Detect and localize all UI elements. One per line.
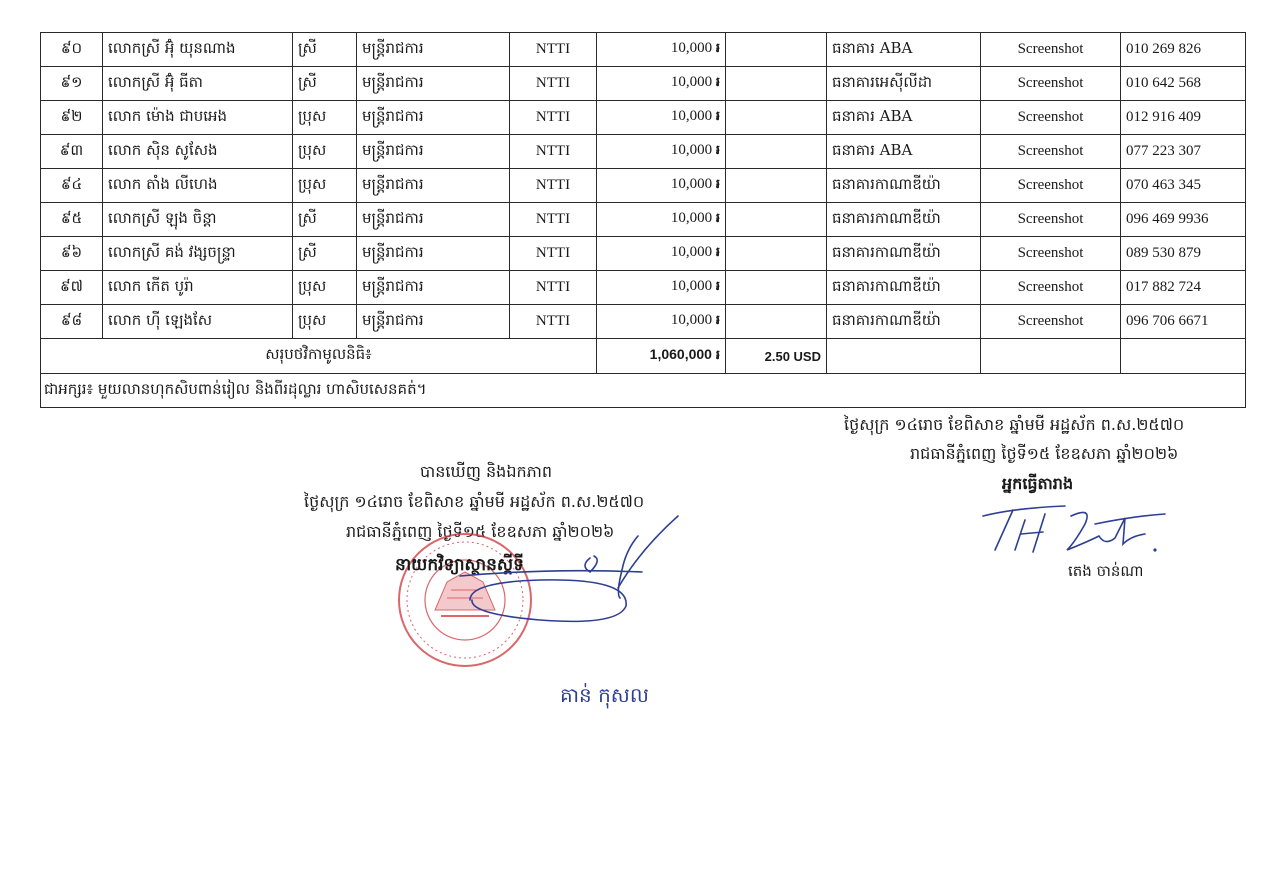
contributor-position: មន្ត្រីរាជការ — [357, 305, 510, 339]
total-row — [41, 339, 1246, 374]
contribution-usd — [726, 67, 827, 101]
table-row — [41, 67, 1246, 101]
director-name: គាន់ កុសល — [560, 683, 649, 707]
row-number: ៩៥ — [41, 203, 103, 237]
contributor-name: លោក កើត បូរ៉ា — [103, 271, 293, 305]
contributor-institution: NTTI — [510, 237, 597, 271]
total-usd: 2.50 USD — [726, 339, 827, 374]
row-number: ៩៤ — [41, 169, 103, 203]
total-label: សរុបថវិកាមូលនិធិ៖ — [41, 339, 597, 374]
payment-proof: Screenshot — [981, 135, 1121, 169]
contributor-position: មន្ត្រីរាជការ — [357, 237, 510, 271]
contributor-gender: ប្រុស — [293, 101, 357, 135]
payment-bank: ធនាគារកាណាឌីយ៉ា — [827, 305, 981, 339]
payment-proof: Screenshot — [981, 101, 1121, 135]
row-number: ៩២ — [41, 101, 103, 135]
contributor-gender: ប្រុស — [293, 135, 357, 169]
contributor-phone: 070 463 345 — [1121, 169, 1246, 203]
payment-proof: Screenshot — [981, 169, 1121, 203]
contributor-phone: 096 469 9936 — [1121, 203, 1246, 237]
director-signature-icon — [430, 510, 690, 635]
amount-in-words-row — [41, 374, 1246, 408]
contributor-institution: NTTI — [510, 271, 597, 305]
contributor-position: មន្ត្រីរាជការ — [357, 135, 510, 169]
contributor-gender: ស្រី — [293, 237, 357, 271]
row-number: ៩៣ — [41, 135, 103, 169]
contributor-gender: ស្រី — [293, 33, 357, 67]
payment-proof: Screenshot — [981, 237, 1121, 271]
row-number: ៩៨ — [41, 305, 103, 339]
approval-label: បានឃើញ និងឯកភាព — [420, 462, 553, 481]
payment-bank: ធនាគារកាណាឌីយ៉ា — [827, 271, 981, 305]
payment-proof: Screenshot — [981, 33, 1121, 67]
total-amount: 1,060,000 ៛ — [597, 339, 726, 374]
contribution-amount: 10,000 ៛ — [597, 169, 726, 203]
table-row — [41, 135, 1246, 169]
preparer-name: តេង ចាន់ណា — [1068, 562, 1144, 580]
contributor-gender: ស្រី — [293, 67, 357, 101]
payment-bank: ធនាគារ ABA — [827, 33, 981, 67]
contribution-usd — [726, 33, 827, 67]
payment-proof: Screenshot — [981, 271, 1121, 305]
table-body — [41, 33, 1246, 339]
contributor-name: លោកស្រី អ៊ុំ យុនណាង — [103, 33, 293, 67]
preparer-solar-date: រាជធានីភ្នំពេញ ថ្ងៃទី១៥ ខែឧសភា ឆ្នាំ២០២៦ — [910, 444, 1179, 463]
payment-bank: ធនាគារ ABA — [827, 101, 981, 135]
total-empty-cell — [981, 339, 1121, 374]
contributor-institution: NTTI — [510, 101, 597, 135]
table-row — [41, 237, 1246, 271]
row-number: ៩៧ — [41, 271, 103, 305]
contributor-gender: ប្រុស — [293, 169, 357, 203]
contributor-institution: NTTI — [510, 203, 597, 237]
contribution-amount: 10,000 ៛ — [597, 203, 726, 237]
contribution-amount: 10,000 ៛ — [597, 33, 726, 67]
payment-proof: Screenshot — [981, 305, 1121, 339]
contributor-institution: NTTI — [510, 135, 597, 169]
table-row — [41, 305, 1246, 339]
preparer-signature-icon — [975, 494, 1175, 564]
contributor-phone: 010 642 568 — [1121, 67, 1246, 101]
contributor-institution: NTTI — [510, 67, 597, 101]
contributor-gender: ស្រី — [293, 203, 357, 237]
contributor-position: មន្ត្រីរាជការ — [357, 169, 510, 203]
contributor-name: លោកស្រី គង់ វង្សចន្ទ្រា — [103, 237, 293, 271]
contribution-usd — [726, 203, 827, 237]
table-row — [41, 33, 1246, 67]
payment-proof: Screenshot — [981, 203, 1121, 237]
contribution-amount: 10,000 ៛ — [597, 67, 726, 101]
contribution-table — [40, 32, 1246, 408]
contributor-name: លោក ស៊ិន សូសែង — [103, 135, 293, 169]
payment-bank: ធនាគារកាណាឌីយ៉ា — [827, 203, 981, 237]
payment-bank: ធនាគារកាណាឌីយ៉ា — [827, 169, 981, 203]
contributor-name: លោកស្រី ឡុង ចិន្តា — [103, 203, 293, 237]
contribution-amount: 10,000 ៛ — [597, 237, 726, 271]
contributor-institution: NTTI — [510, 169, 597, 203]
contributor-phone: 089 530 879 — [1121, 237, 1246, 271]
total-empty-cell — [1121, 339, 1246, 374]
contributor-phone: 017 882 724 — [1121, 271, 1246, 305]
contribution-usd — [726, 101, 827, 135]
approval-lunar-date: ថ្ងៃសុក្រ ១៤រោច ខែពិសាខ ឆ្នាំមមី អដ្ឋស័ក ព.ស.២៥៧០ — [304, 492, 645, 511]
contributor-position: មន្ត្រីរាជការ — [357, 67, 510, 101]
preparer-lunar-date: ថ្ងៃសុក្រ ១៤រោច ខែពិសាខ ឆ្នាំមមី អដ្ឋស័ក ព.ស.២៥៧០ — [844, 415, 1185, 434]
contributor-institution: NTTI — [510, 33, 597, 67]
director-title: នាយកវិទ្យាស្ថានស្តីទី — [395, 555, 524, 575]
approval-solar-date: រាជធានីភ្នំពេញ ថ្ងៃទី១៥ ខែឧសភា ឆ្នាំ២០២៦ — [346, 522, 615, 541]
payment-proof: Screenshot — [981, 67, 1121, 101]
table-row — [41, 101, 1246, 135]
contributor-phone: 077 223 307 — [1121, 135, 1246, 169]
contributor-gender: ប្រុស — [293, 271, 357, 305]
contributor-name: លោក ម៉ោង ជាបអេង — [103, 101, 293, 135]
table-row — [41, 169, 1246, 203]
contribution-amount: 10,000 ៛ — [597, 305, 726, 339]
row-number: ៩០ — [41, 33, 103, 67]
payment-bank: ធនាគារ ABA — [827, 135, 981, 169]
contributor-phone: 012 916 409 — [1121, 101, 1246, 135]
table-row — [41, 271, 1246, 305]
row-number: ៩១ — [41, 67, 103, 101]
contributor-institution: NTTI — [510, 305, 597, 339]
contributor-position: មន្ត្រីរាជការ — [357, 33, 510, 67]
contributor-position: មន្ត្រីរាជការ — [357, 271, 510, 305]
contribution-usd — [726, 169, 827, 203]
contribution-usd — [726, 305, 827, 339]
contributor-name: លោក ហ៊ី ឡេងសែ — [103, 305, 293, 339]
amount-in-words: ជាអក្សរ៖ មួយលានហុកសិបពាន់រៀល និងពីរដុល្លារ ហាសិបសេនគត់។ — [41, 374, 1246, 408]
contribution-amount: 10,000 ៛ — [597, 135, 726, 169]
contributor-name: លោក តាំង លីហេង — [103, 169, 293, 203]
contributor-position: មន្ត្រីរាជការ — [357, 101, 510, 135]
contribution-amount: 10,000 ៛ — [597, 101, 726, 135]
contribution-usd — [726, 237, 827, 271]
payment-bank: ធនាគារកាណាឌីយ៉ា — [827, 237, 981, 271]
contributor-position: មន្ត្រីរាជការ — [357, 203, 510, 237]
contribution-usd — [726, 135, 827, 169]
preparer-title: អ្នកធ្វើតារាង — [1002, 474, 1074, 493]
contributor-phone: 096 706 6671 — [1121, 305, 1246, 339]
contributor-name: លោកស្រី អ៊ុំ ធីតា — [103, 67, 293, 101]
payment-bank: ធនាគារអេស៊ីលីដា — [827, 67, 981, 101]
contribution-table-container — [40, 32, 1245, 408]
contribution-amount: 10,000 ៛ — [597, 271, 726, 305]
total-empty-cell — [827, 339, 981, 374]
contributor-phone: 010 269 826 — [1121, 33, 1246, 67]
contribution-usd — [726, 271, 827, 305]
table-row — [41, 203, 1246, 237]
contributor-gender: ប្រុស — [293, 305, 357, 339]
row-number: ៩៦ — [41, 237, 103, 271]
